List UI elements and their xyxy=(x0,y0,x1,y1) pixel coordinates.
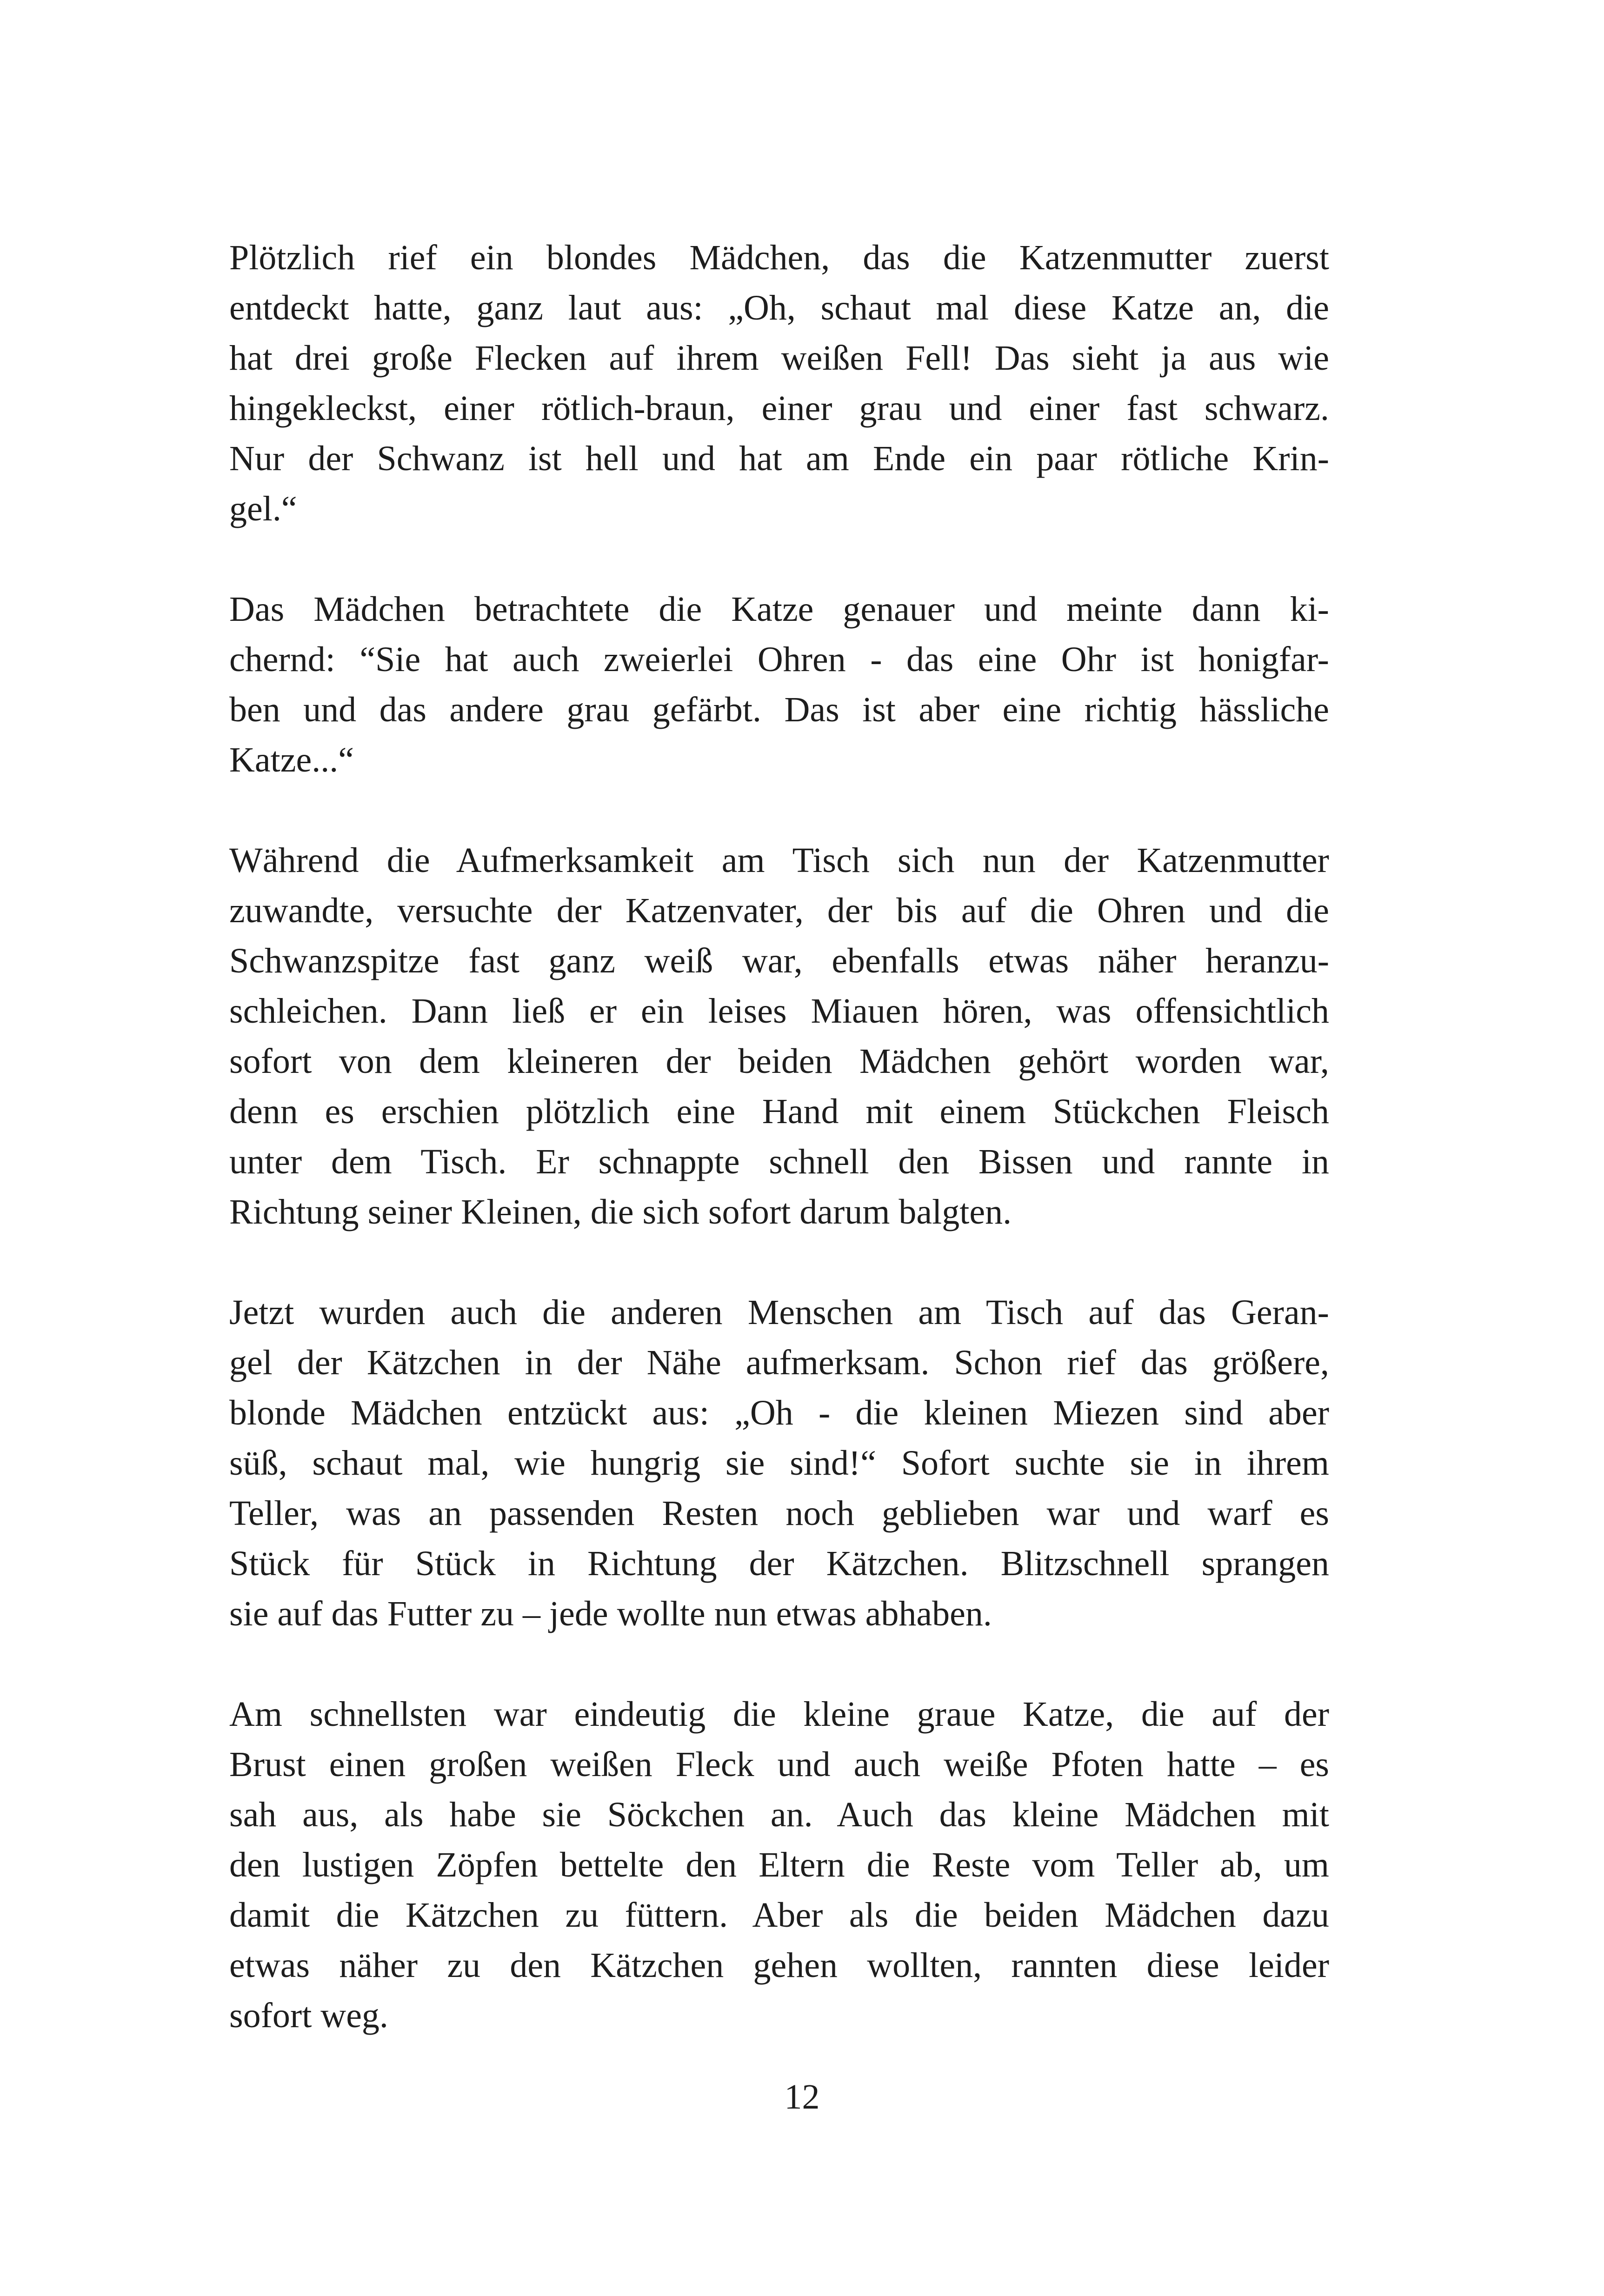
paragraph-1 xyxy=(229,233,1329,534)
text-line: den lustigen Zöpfen bettelte den Eltern die Reste vom Teller ab, um xyxy=(229,1845,1329,1884)
text-line: Plötzlich rief ein blondes Mädchen, das die Katzenmutter zuerst xyxy=(229,238,1329,277)
text-line: sofort von dem kleineren der beiden Mädchen gehört worden war, xyxy=(229,1042,1329,1081)
text-line: ben und das andere grau gefärbt. Das ist aber eine richtig hässliche xyxy=(229,690,1329,729)
paragraph-2 xyxy=(229,584,1329,785)
text-line: zuwandte, versuchte der Katzenvater, der bis auf die Ohren und die xyxy=(229,891,1329,930)
text-line: chernd: “Sie hat auch zweierlei Ohren - das eine Ohr ist honigfar- xyxy=(229,640,1329,679)
paragraph-4 xyxy=(229,1287,1329,1639)
page-number: 12 xyxy=(784,2077,820,2116)
text-line: Katze...“ xyxy=(229,740,354,779)
text-line: Stück für Stück in Richtung der Kätzchen. Blitzschnell sprangen xyxy=(229,1544,1329,1583)
text-line: Jetzt wurden auch die anderen Menschen am Tisch auf das Geran- xyxy=(229,1293,1329,1332)
text-line: etwas näher zu den Kätzchen gehen wollten, rannten diese leider xyxy=(229,1946,1329,1985)
text-line: sie auf das Futter zu – jede wollte nun etwas abhaben. xyxy=(229,1594,992,1633)
text-line: sah aus, als habe sie Söckchen an. Auch das kleine Mädchen mit xyxy=(229,1795,1329,1834)
text-line: Teller, was an passenden Resten noch geblieben war und warf es xyxy=(229,1494,1329,1533)
text-line: denn es erschien plötzlich eine Hand mit einem Stückchen Fleisch xyxy=(229,1092,1329,1131)
text-line: Am schnellsten war eindeutig die kleine graue Katze, die auf der xyxy=(229,1695,1329,1734)
text-line: Richtung seiner Kleinen, die sich sofort darum balgten. xyxy=(229,1192,1012,1231)
text-line: gel der Kätzchen in der Nähe aufmerksam. Schon rief das größere, xyxy=(229,1343,1329,1382)
text-line: hat drei große Flecken auf ihrem weißen Fell! Das sieht ja aus wie xyxy=(229,339,1329,378)
text-line: hingekleckst, einer rötlich-braun, einer grau und einer fast schwarz. xyxy=(229,389,1329,428)
text-line: gel.“ xyxy=(229,489,297,528)
text-line: sofort weg. xyxy=(229,1996,388,2035)
text-line: blonde Mädchen entzückt aus: „Oh - die kleinen Miezen sind aber xyxy=(229,1393,1329,1432)
text-line: schleichen. Dann ließ er ein leises Miauen hören, was offensichtlich xyxy=(229,992,1329,1031)
text-line: Das Mädchen betrachtete die Katze genauer und meinte dann ki- xyxy=(229,590,1329,629)
paragraph-5 xyxy=(229,1689,1329,2041)
text-line: unter dem Tisch. Er schnappte schnell den Bissen und rannte in xyxy=(229,1142,1329,1181)
text-line: Brust einen großen weißen Fleck und auch weiße Pfoten hatte – es xyxy=(229,1745,1329,1784)
body-text xyxy=(229,233,1329,2091)
text-line: Nur der Schwanz ist hell und hat am Ende ein paar rötliche Krin- xyxy=(229,439,1329,478)
text-line: Während die Aufmerksamkeit am Tisch sich nun der Katzenmutter xyxy=(229,841,1329,880)
text-line: Schwanzspitze fast ganz weiß war, ebenfalls etwas näher heranzu- xyxy=(229,941,1329,980)
text-line: entdeckt hatte, ganz laut aus: „Oh, schaut mal diese Katze an, die xyxy=(229,288,1329,327)
text-line: damit die Kätzchen zu füttern. Aber als die beiden Mädchen dazu xyxy=(229,1896,1329,1935)
text-line: süß, schaut mal, wie hungrig sie sind!“ Sofort suchte sie in ihrem xyxy=(229,1444,1329,1483)
paragraph-3 xyxy=(229,835,1329,1237)
